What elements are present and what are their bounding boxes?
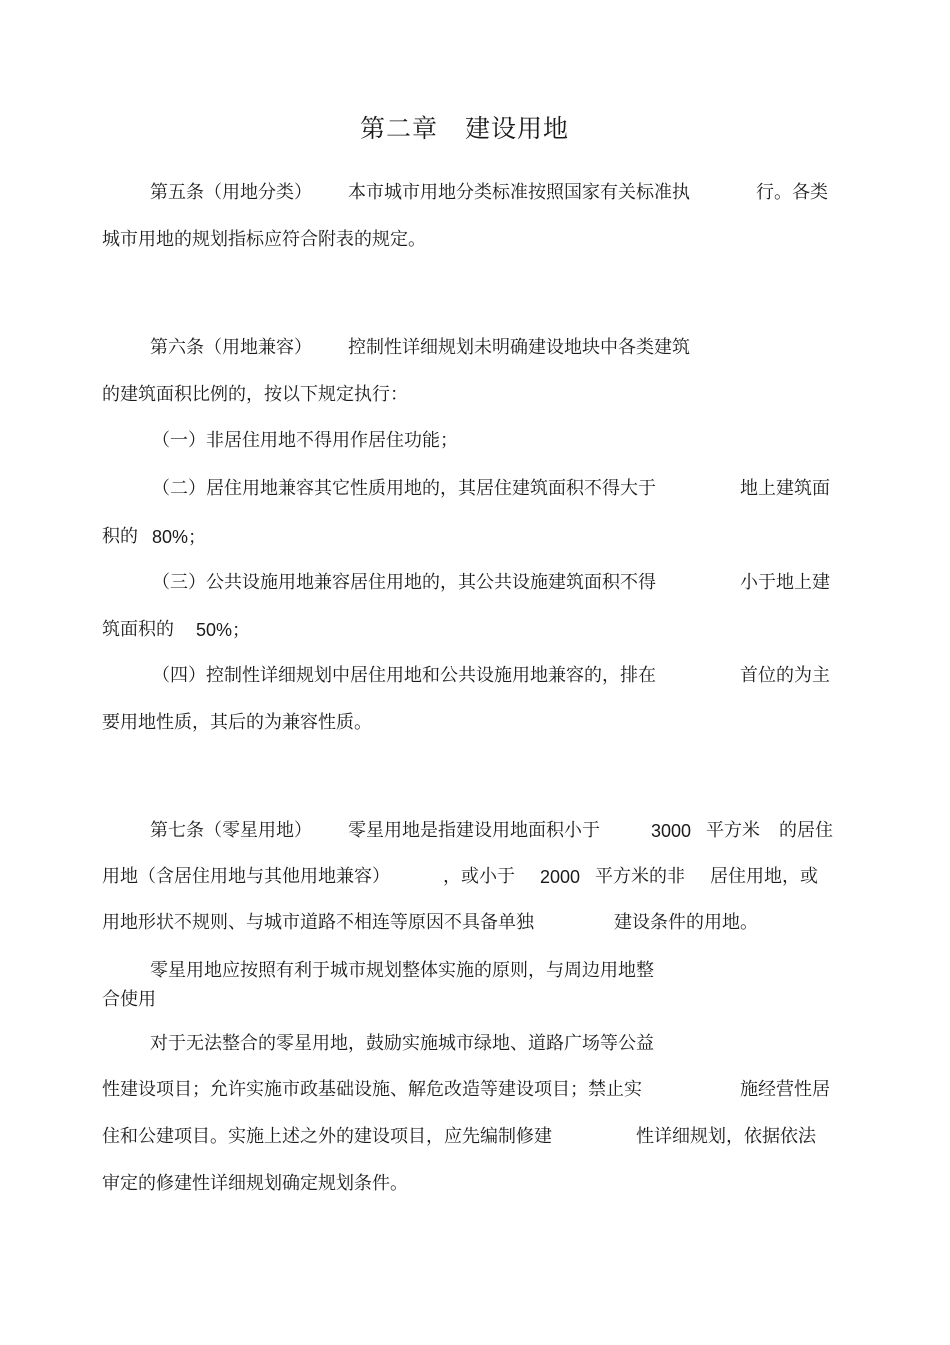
article-6-item-3a: （三）公共设施用地兼容居住用地的，其公共设施建筑面积不得 xyxy=(152,572,656,593)
article-7-line-3b: 建设条件的用地。 xyxy=(614,912,758,933)
article-6-item-2b: 地上建筑面 xyxy=(740,478,830,499)
article-7-para-3d: 审定的修建性详细规划确定规划条件。 xyxy=(102,1173,408,1194)
article-7-para-3b-2: 施经营性居 xyxy=(740,1079,830,1100)
article-6-item-1: （一）非居住用地不得用作居住功能； xyxy=(152,430,458,451)
article-6-item-4b: 首位的为主 xyxy=(740,665,830,686)
article-7-line-2c: 2000 xyxy=(540,867,581,887)
article-6-line-1: 控制性详细规划未明确建设地块中各类建筑 xyxy=(348,337,690,358)
article-6-heading: 第六条（用地兼容） xyxy=(150,337,312,358)
article-6-item-2c-text: 积的 xyxy=(102,526,138,547)
article-5-line-1b: 行。各类 xyxy=(756,182,828,203)
article-6-item-3c-number: 50%； xyxy=(196,620,251,640)
article-6-item-3b: 小于地上建 xyxy=(740,572,830,593)
article-7-para-3c-1: 住和公建项目。实施上述之外的建设项目，应先编制修建 xyxy=(102,1126,552,1147)
article-7-para-3b-1: 性建设项目；允许实施市政基础设施、解危改造等建设项目；禁止实 xyxy=(102,1079,642,1100)
article-6-item-4c: 要用地性质，其后的为兼容性质。 xyxy=(102,712,372,733)
article-7-line-2d: 平方米的非 xyxy=(595,866,685,887)
chapter-title-main: 建设用地 xyxy=(465,114,570,143)
article-7-heading: 第七条（零星用地） xyxy=(150,820,312,841)
article-5-heading: 第五条（用地分类） xyxy=(150,182,312,203)
article-7-line-1c: 平方米 xyxy=(706,820,760,841)
article-7-para-2b: 合使用 xyxy=(102,989,156,1010)
article-7-para-2a: 零星用地应按照有利于城市规划整体实施的原则，与周边用地整 xyxy=(150,960,654,981)
article-7-line-1a: 零星用地是指建设用地面积小于 xyxy=(348,820,600,841)
article-7-line-1b: 3000 xyxy=(651,821,692,841)
article-6-item-2a: （二）居住用地兼容其它性质用地的，其居住建筑面积不得大于 xyxy=(152,478,656,499)
article-7-para-3c-2: 性详细规划，依据依法 xyxy=(636,1126,816,1147)
article-6-line-2: 的建筑面积比例的，按以下规定执行： xyxy=(102,384,408,405)
article-6-item-3c-text: 筑面积的 xyxy=(102,619,174,640)
chapter-title-prefix: 第二章 xyxy=(360,114,439,143)
article-5-line-2: 城市用地的规划指标应符合附表的规定。 xyxy=(102,229,426,250)
article-7-para-3a: 对于无法整合的零星用地，鼓励实施城市绿地、道路广场等公益 xyxy=(150,1033,654,1054)
article-7-line-1d: 的居住 xyxy=(779,820,833,841)
article-5-line-1a: 本市城市用地分类标准按照国家有关标准执 xyxy=(348,182,690,203)
article-7-line-2b: ，或小于 xyxy=(443,866,515,887)
article-7-line-3a: 用地形状不规则、与城市道路不相连等原因不具备单独 xyxy=(102,912,534,933)
article-6-item-2c-number: 80%； xyxy=(152,527,207,547)
article-7-line-2a: 用地（含居住用地与其他用地兼容） xyxy=(102,866,390,887)
article-6-item-4a: （四）控制性详细规划中居住用地和公共设施用地兼容的，排在 xyxy=(152,665,656,686)
article-7-line-2e: 居住用地，或 xyxy=(710,866,818,887)
